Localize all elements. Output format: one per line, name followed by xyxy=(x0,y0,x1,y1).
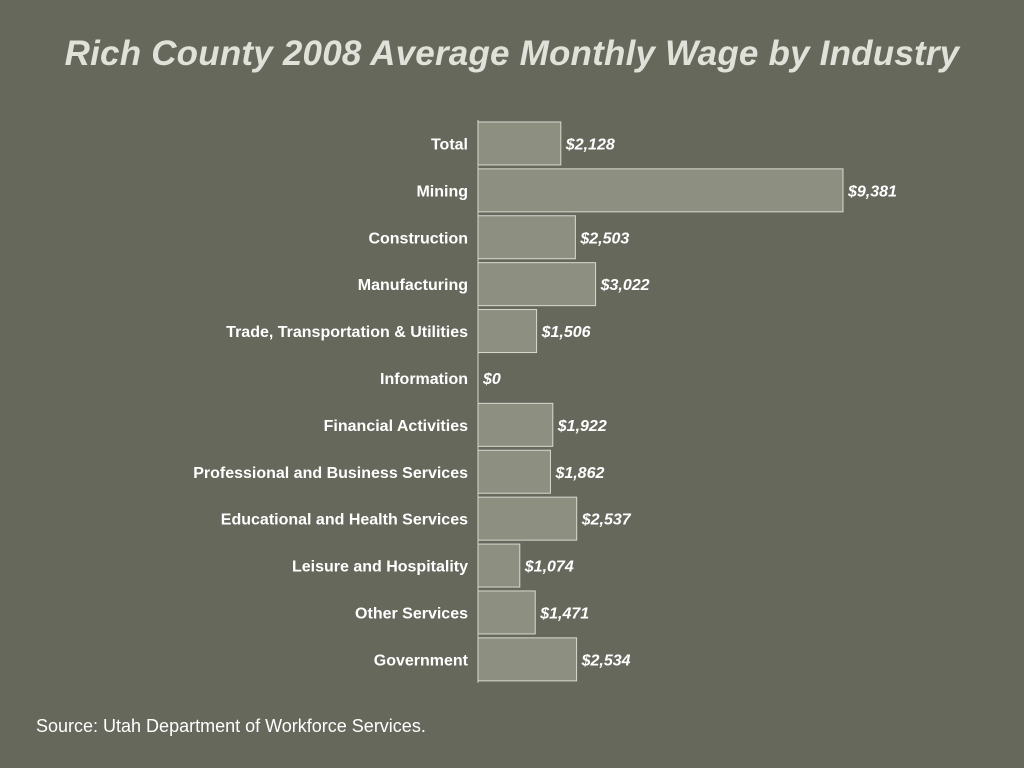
value-label-0: $2,128 xyxy=(565,136,615,154)
value-label-5: $0 xyxy=(483,370,501,388)
value-label-9: $1,074 xyxy=(524,558,574,576)
category-labels xyxy=(193,136,468,669)
bar-4 xyxy=(478,310,537,353)
bar-9 xyxy=(478,544,520,587)
category-label-1: Mining xyxy=(416,183,468,201)
category-label-0: Total xyxy=(430,136,468,154)
bar-2 xyxy=(478,216,575,259)
bar-0 xyxy=(478,122,561,165)
category-label-8: Educational and Health Services xyxy=(220,511,468,529)
bar-1 xyxy=(478,169,843,212)
category-label-4: Trade, Transportation & Utilities xyxy=(226,324,468,342)
value-label-6: $1,922 xyxy=(557,417,607,435)
bar-10 xyxy=(478,591,535,634)
value-label-1: $9,381 xyxy=(848,183,897,201)
bar-11 xyxy=(478,638,577,681)
bars-group xyxy=(478,122,843,681)
value-label-7: $1,862 xyxy=(555,464,605,482)
category-label-10: Other Services xyxy=(355,605,468,623)
bar-6 xyxy=(478,403,553,446)
chart-title: Rich County 2008 Average Monthly Wage by Industry xyxy=(64,34,960,73)
value-label-10: $1,471 xyxy=(540,605,590,623)
value-label-2: $2,503 xyxy=(580,230,630,248)
bar-7 xyxy=(478,450,550,493)
value-label-11: $2,534 xyxy=(581,652,631,670)
bar-8 xyxy=(478,497,577,540)
source-note: Source: Utah Department of Workforce Services. xyxy=(36,716,426,736)
category-label-11: Government xyxy=(373,652,468,670)
category-label-7: Professional and Business Services xyxy=(193,464,468,482)
bar-3 xyxy=(478,263,596,306)
value-label-4: $1,506 xyxy=(541,324,591,342)
category-label-9: Leisure and Hospitality xyxy=(291,558,468,576)
category-label-2: Construction xyxy=(368,230,468,248)
value-label-8: $2,537 xyxy=(581,511,631,529)
category-label-6: Financial Activities xyxy=(323,417,468,435)
value-label-3: $3,022 xyxy=(600,277,650,295)
category-label-3: Manufacturing xyxy=(357,277,468,295)
category-label-5: Information xyxy=(380,370,468,388)
